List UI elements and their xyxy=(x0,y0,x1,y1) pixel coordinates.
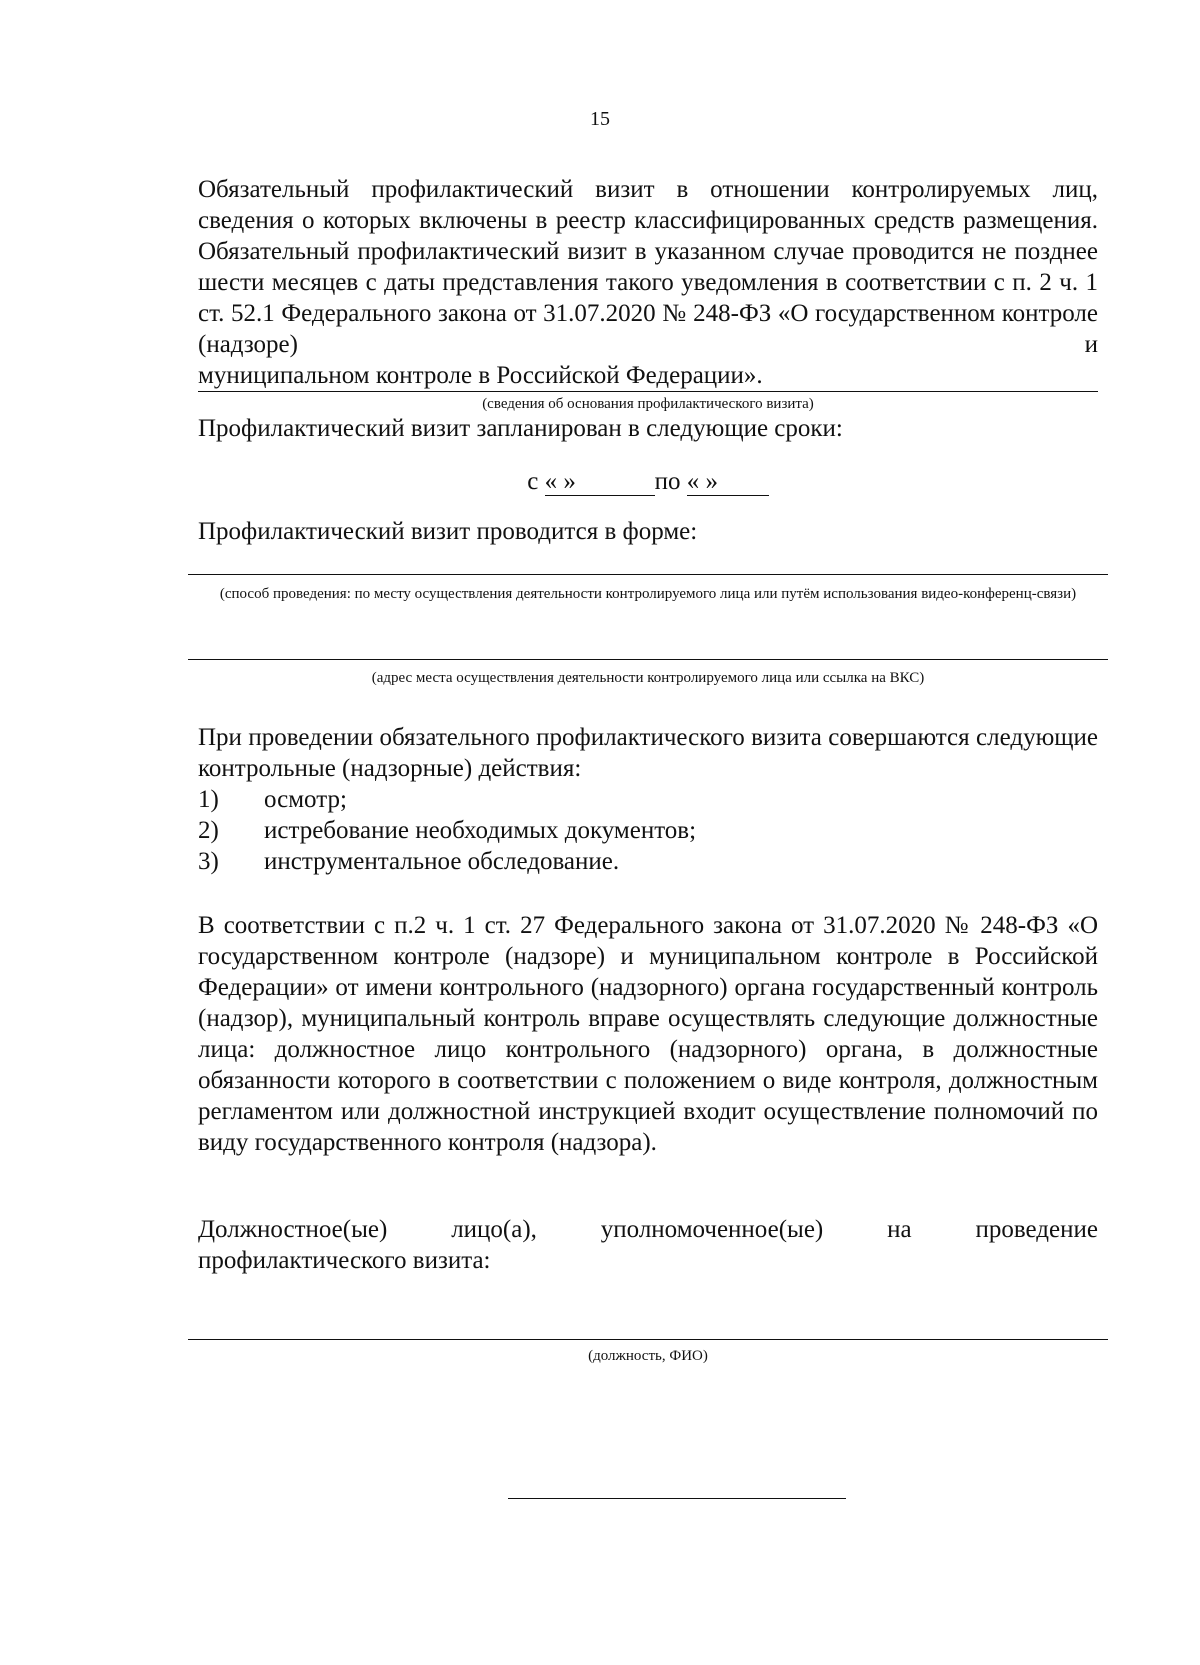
official-caption-block xyxy=(188,1346,1108,1366)
list-item-text: истребование необходимых документов; xyxy=(264,817,697,844)
official-caption: (должность, ФИО) xyxy=(588,1348,708,1364)
officials-line-2: профилактического визита: xyxy=(198,1247,491,1274)
grounds-last-line-text: муниципальном контроле в Российской Федерации». xyxy=(198,362,763,389)
officials-section xyxy=(198,1214,1098,1276)
address-caption: (адрес места осуществления деятельности контролируемого лица или ссылка на ВКС) xyxy=(371,670,925,686)
official-name-input-line[interactable] xyxy=(188,1339,1108,1340)
address-input-line[interactable] xyxy=(188,659,1108,660)
officials-word: Должностное(ые) xyxy=(198,1216,388,1243)
grounds-caption: (сведения об основания профилактического визита) xyxy=(482,396,814,412)
list-item xyxy=(198,784,1098,815)
officials-word: на xyxy=(887,1216,912,1243)
closing-separator xyxy=(508,1498,846,1499)
list-item xyxy=(198,815,1098,846)
form-section xyxy=(198,516,1098,547)
actions-section xyxy=(198,722,1098,877)
method-input-line[interactable] xyxy=(188,574,1108,575)
grounds-section xyxy=(198,174,1098,414)
list-item-text: осмотр; xyxy=(264,786,347,813)
method-caption-block xyxy=(188,584,1108,604)
authority-section xyxy=(198,910,1098,1158)
list-item xyxy=(198,846,1098,877)
schedule-section xyxy=(198,413,1098,444)
officials-word: проведение xyxy=(975,1216,1098,1243)
schedule-heading: Профилактический визит запланирован в следующие сроки: xyxy=(198,415,843,442)
form-heading: Профилактический визит проводится в форме: xyxy=(198,518,698,545)
date-to-quotes: « » xyxy=(686,468,718,495)
authority-paragraph: В соответствии с п.2 ч. 1 ст. 27 Федерального закона от 31.07.2020 № 248-ФЗ «О государственном контроле (надзоре) и муниципальном контроле в Российской Федерации» от имени контрольного (надзорного) органа государственный контроль (надзор), муниципальный контроль вправе осуществлять следующие должностные лица: должностное лицо контрольного (надзорного) органа, в должностные обязанности которого в соответствии с положением о виде контроля, должностным регламентом или должностной инструкцией входит осуществление полномочий по виду государственного контроля (надзора). xyxy=(198,912,1098,1156)
officials-word: уполномоченное(ые) xyxy=(600,1216,824,1243)
date-to-field[interactable] xyxy=(687,469,769,496)
list-item-number: 2) xyxy=(198,817,219,844)
list-item-text: инструментальное обследование. xyxy=(264,848,620,875)
actions-intro: При проведении обязательного профилактического визита совершаются следующие контрольные (надзорные) действия: xyxy=(198,724,1098,782)
grounds-paragraph: Обязательный профилактический визит в отношении контролируемых лиц, сведения о которых включены в реестр классифицированных средств размещения. Обязательный профилактический визит в указанном случае проводится не позднее шести месяцев с даты представления такого уведомления в соответствии с п. 2 ч. 1 ст. 52.1 Федерального закона от 31.07.2020 № 248-ФЗ «О государственном контроле (надзоре) и xyxy=(198,176,1098,358)
date-to-prefix: по xyxy=(654,468,681,495)
date-from-prefix: с xyxy=(527,468,539,495)
list-item-number: 1) xyxy=(198,786,219,813)
schedule-dates-line xyxy=(198,466,1098,497)
page-number: 15 xyxy=(590,108,610,130)
list-item-number: 3) xyxy=(198,848,219,875)
date-from-field[interactable] xyxy=(545,469,655,496)
schedule-dates xyxy=(198,466,1098,497)
method-caption: (способ проведения: по месту осуществления деятельности контролируемого лица или путём использования видео-конференц-связи) xyxy=(219,586,1077,602)
address-caption-block xyxy=(188,668,1108,688)
date-from-quotes: « » xyxy=(544,468,576,495)
officials-word: лицо(а), xyxy=(451,1216,537,1243)
officials-line-1 xyxy=(198,1214,1098,1245)
grounds-last-line xyxy=(198,360,1098,392)
